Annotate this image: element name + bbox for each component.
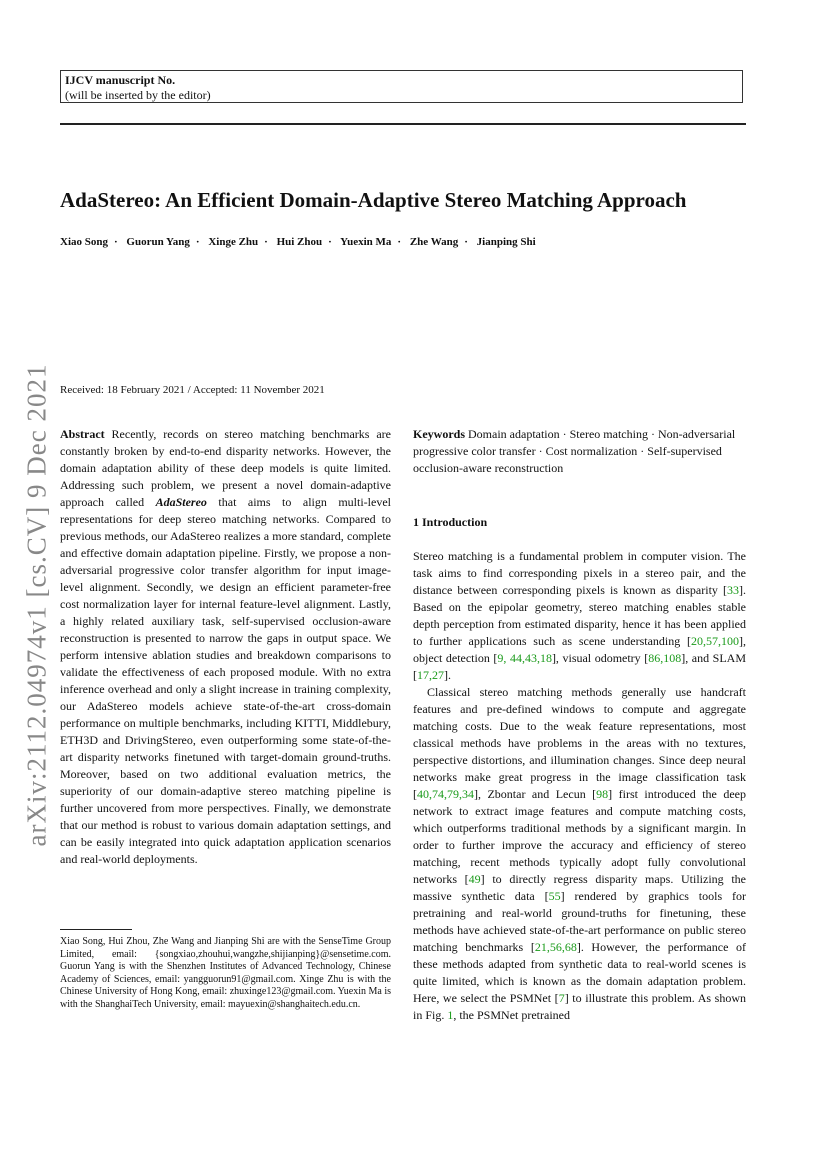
author: Xiao Song — [60, 236, 108, 248]
text: ]. However, the performance of these methods adapted from synthetic data to real-world scenes is quite limited, which is known as the domain adaptation problem. Here, we select the PSMNet [ — [413, 940, 746, 1005]
author-list — [60, 235, 780, 249]
method-name: AdaStereo — [155, 495, 207, 509]
section-heading: 1 Introduction — [413, 515, 488, 529]
author: Yuexin Ma — [340, 236, 392, 248]
citation-link[interactable]: 98 — [596, 787, 609, 801]
keywords-text: Domain adaptation · Stereo matching · Non-adversarial progressive color transfer · Cost normalization · Self-supervised occlusion-aware reconstruction — [413, 427, 736, 475]
citation-link[interactable]: 20,57,100 — [691, 634, 739, 648]
abstract — [60, 426, 391, 868]
author-separator: · — [264, 236, 268, 248]
header-rule — [60, 123, 746, 125]
editor-note: (will be inserted by the editor) — [65, 88, 211, 102]
author: Jianping Shi — [476, 236, 536, 248]
author-separator: · — [195, 236, 200, 248]
citation-link[interactable]: 33 — [727, 583, 739, 597]
keywords — [413, 426, 746, 477]
text: , the PSMNet pretrained — [453, 1008, 570, 1022]
text: ] rendered by graphics tools for pretraining and real-world ground-truths for finetuning, these methods have achieved state-of-the-art performance on public stereo matching benchmarks [ — [413, 889, 746, 954]
text: ] to illustrate this problem. As shown in Fig. — [413, 991, 747, 1022]
author: Hui Zhou — [276, 236, 323, 248]
author-separator: · — [397, 236, 402, 248]
footnote-rule — [60, 929, 132, 930]
author: Guorun Yang — [126, 236, 190, 248]
citation-link[interactable]: 49 — [468, 872, 481, 886]
citation-link[interactable]: 40,74,79,34 — [417, 787, 474, 801]
introduction-body — [413, 548, 746, 1024]
text: ], visual odometry [ — [551, 651, 649, 665]
author-separator: · — [328, 236, 332, 248]
text: ], object detection [ — [413, 634, 746, 665]
text: Classical stereo matching methods generally use handcraft features and pre-defined windows to compute and aggregate matching costs. Due to the weak feature representations, most classical methods have problems in the areas with no textures, perspective distortions, and illumination changes. Since deep neural networks make great progress in the image classification task [ — [413, 685, 746, 801]
text: ]. Based on the epipolar geometry, stereo matching enables stable depth perception from estimated disparity, hence it has been applied to further applications such as scene understanding [ — [413, 583, 746, 648]
text: ], and SLAM [ — [413, 651, 746, 682]
citation-link[interactable]: 9, 44,43,18 — [497, 651, 552, 665]
text: ], Zbontar and Lecun [ — [474, 787, 597, 801]
author: Zhe Wang — [409, 236, 459, 248]
citation-link[interactable]: 55 — [548, 889, 561, 903]
author-separator: · — [114, 236, 118, 248]
paper-title: AdaStereo: An Efficient Domain-Adaptive Stereo Matching Approach — [60, 188, 687, 212]
manuscript-label: IJCV manuscript No. — [65, 73, 176, 87]
figure-link[interactable]: 1 — [447, 1008, 454, 1022]
paragraph — [413, 548, 746, 684]
citation-link[interactable]: 17,27 — [417, 668, 444, 682]
abstract-text: that aims to align multi-level representations for deep stereo matching networks. Compared to previous methods, our AdaStereo realizes a more standard, complete and effective domain adaptation pipeline. Firstly, we propose a non-adversarial progressive color transfer algorithm for input image-level alignment. Secondly, we design an efficient parameter-free cost normalization layer for internal feature-level alignment. Lastly, a highly related auxiliary task, self-supervised occlusion-aware reconstruction is presented to narrow the gaps in output space. We perform intensive ablation studies and breakdown comparisons to validate the effectiveness of each proposed module. With no extra inference overhead and only a slight increase in training complexity, our AdaStereo models achieve state-of-the-art cross-domain performance on multiple benchmarks, including KITTI, Middlebury, ETH3D and DrivingStereo, even outperforming some state-of-the-art disparity networks finetuned with target-domain ground-truths. Moreover, based on two additional evaluation metrics, the superiority of our domain-adaptive stereo matching pipeline is further uncovered from more perspectives. Finally, we demonstrate that our method is robust to various domain adaptation settings, and can be easily integrated into quick adaptation application scenarios and real-world deployments. — [60, 495, 391, 866]
manuscript-box — [60, 70, 743, 103]
paragraph — [413, 684, 746, 1024]
author: Xinge Zhu — [208, 236, 259, 248]
citation-link[interactable]: 7 — [558, 991, 565, 1005]
text: ] first introduced the deep network to extract image features and compute matching costs, which outperforms traditional methods by a significant margin. In order to further improve the accuracy and efficiency of stereo matching, recent methods typically adopt fully convolutional networks [ — [413, 787, 746, 886]
text: ] to directly regress disparity maps. Utilizing the massive synthetic data [ — [413, 872, 746, 903]
text: Stereo matching is a fundamental problem in computer vision. The task aims to find corresponding pixels in a stereo pair, and the distance between corresponding pixels is known as disparity [ — [413, 549, 746, 597]
text: ]. — [444, 668, 451, 682]
affiliation-footnote: Xiao Song, Hui Zhou, Zhe Wang and Jianping Shi are with the SenseTime Group Limited, email: {songxiao,zhouhui,wangzhe,shijianping}@sensetime.com. Guorun Yang is with the Shenzhen Institutes of Advanced Technology, Chinese Academy of Sciences, email: yangguorun91@gmail.com. Xinge Zhu is with the Chinese University of Hong Kong, email: zhuxinge123@gmail.com. Yuexin Ma is with the ShanghaiTech University, email: mayuexin@shanghaitech.edu.cn. — [60, 936, 392, 1010]
author-separator: · — [464, 236, 468, 248]
citation-link[interactable]: 21,56,68 — [534, 940, 577, 954]
received-dates: Received: 18 February 2021 / Accepted: 11 November 2021 — [60, 384, 325, 396]
keywords-label: Keywords — [413, 427, 465, 441]
abstract-label: Abstract — [60, 427, 105, 441]
citation-link[interactable]: 86,108 — [648, 651, 682, 665]
abstract-text: Recently, records on stereo matching benchmarks are constantly broken by end-to-end disparity networks. However, the domain adaptation ability of these deep models is quite limited. Addressing such problem, we present a novel domain-adaptive approach called — [60, 427, 391, 509]
arxiv-stamp: arXiv:2112.04974v1 [cs.CV] 9 Dec 2021 — [21, 363, 52, 847]
